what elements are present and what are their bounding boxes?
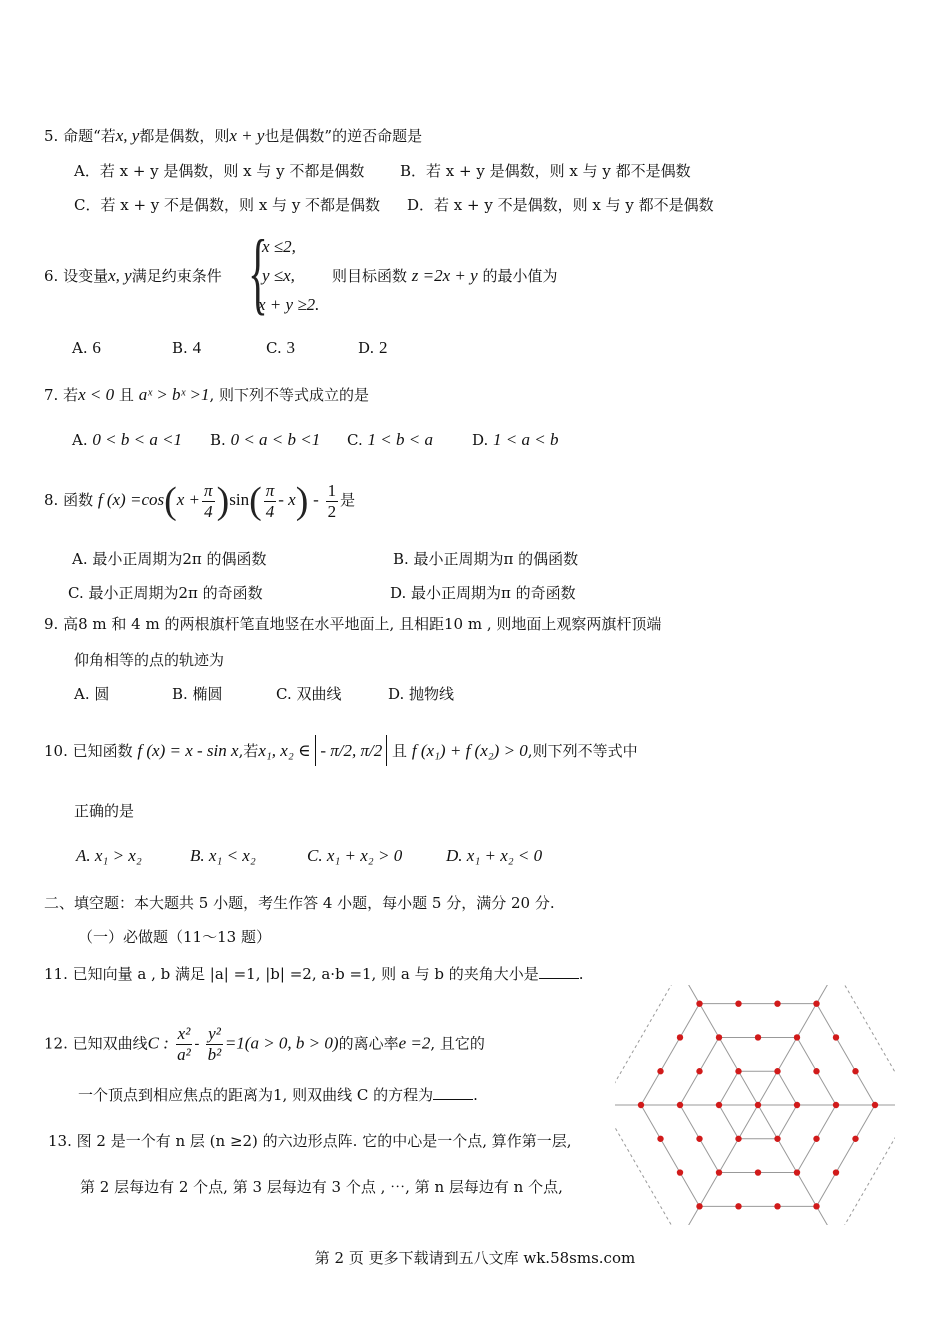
lattice-dot — [872, 1102, 878, 1108]
q6-constraint-1: x ≤2, — [262, 237, 296, 256]
outer-hexagon-edge — [836, 985, 895, 1105]
lattice-dot — [696, 1068, 702, 1074]
lattice-dot — [852, 1136, 858, 1142]
q9-stem-line1: 9. 高8 m 和 4 m 的两根旗杆笔直地竖在水平地面上, 且相距10 m , 则地面上观察两旗杆顶端 — [44, 615, 662, 633]
q10-option-a: A. x₁ > x₂ — [76, 846, 142, 865]
q13-stem-line1: 13. 图 2 是一个有 n 层 (n ≥2) 的六边形点阵. 它的中心是一个点, 算作第一层, — [48, 1132, 572, 1150]
q12-answer-blank — [433, 1085, 473, 1100]
q5-option-a: A．若 x + y 是偶数，则 x 与 y 不都是偶数 — [74, 162, 365, 180]
q9-option-a: A. 圆 — [74, 685, 110, 703]
q6-option-d: D. 2 — [358, 338, 388, 357]
q8-stem: 8. 函数 f (x) =cos(x + $\frac{\pi}{4}$ )sin( $\frac{\pi}{4}$ - x) - $\frac{1}{2}$ 是 — [44, 480, 356, 522]
q6-constraint-2: y ≤x, — [262, 266, 295, 285]
spoke-line — [659, 985, 700, 1004]
lattice-dot — [735, 1000, 741, 1006]
layer-hexagon-edge — [719, 1105, 739, 1139]
lattice-dot — [755, 1034, 761, 1040]
lattice-dot — [677, 1102, 683, 1108]
radial-line — [700, 1105, 759, 1206]
lattice-dot — [774, 1000, 780, 1006]
layer-hexagon-edge — [778, 1105, 798, 1139]
q10-stem-line2: 正确的是 — [74, 802, 135, 820]
outer-hexagon-edge — [836, 1105, 895, 1225]
q6-stem-right: 则目标函数 z =2x + y 的最小值为 — [332, 266, 558, 285]
q6-option-a: A. 6 — [72, 338, 101, 357]
lattice-dot — [794, 1034, 800, 1040]
layer-hexagon-edge — [817, 1105, 876, 1206]
lattice-dot — [833, 1034, 839, 1040]
spoke-line — [659, 1206, 700, 1225]
layer-hexagon-edge — [641, 1105, 700, 1206]
q11-answer-blank — [539, 964, 579, 979]
lattice-dot — [657, 1068, 663, 1074]
lattice-dot — [833, 1169, 839, 1175]
section-title: 二、填空题：本大题共 5 小题，考生作答 4 小题，每小题 5 分，满分 20 分. — [44, 894, 555, 912]
q6-option-b: B. 4 — [172, 338, 202, 357]
lattice-dot — [852, 1068, 858, 1074]
q9-option-b: B. 椭圆 — [172, 685, 223, 703]
lattice-dot — [716, 1102, 722, 1108]
layer-hexagon-edge — [817, 1004, 876, 1105]
q10-option-d: D. x₁ + x₂ < 0 — [446, 846, 543, 865]
lattice-dot — [774, 1068, 780, 1074]
lattice-dot — [813, 1000, 819, 1006]
radial-line — [758, 1105, 817, 1206]
q10-stem: 10. 已知函数 f (x) = x - sin x,若x₁, x₂ ∈ - π/2, π/2 且 f (x₁) + f (x₂) > 0,则下列不等式中 — [44, 740, 638, 762]
layer-hexagon-edge — [641, 1004, 700, 1105]
lattice-dot — [833, 1102, 839, 1108]
q11-stem: 11. 已知向量 a , b 满足 |a| =1, |b| =2, a·b =1, 则 a 与 b 的夹角大小是 . — [44, 965, 584, 983]
outer-hexagon-edge — [615, 985, 680, 1105]
outer-hexagon-edge — [615, 1105, 680, 1225]
q5-option-c: C．若 x + y 不是偶数，则 x 与 y 不都是偶数 — [74, 196, 381, 214]
q5-stem: 5. 命题“若x, y都是偶数，则x + y也是偶数”的逆否命题是 — [44, 126, 423, 145]
q5-option-d: D．若 x + y 不是偶数，则 x 与 y 都不是偶数 — [407, 196, 714, 214]
q9-option-c: C. 双曲线 — [276, 685, 342, 703]
lattice-dot — [774, 1203, 780, 1209]
q13-stem-line2: 第 2 层每边有 2 个点, 第 3 层每边有 3 个点 , ⋯, 第 n 层每边有 n 个点, — [80, 1178, 563, 1196]
q9-stem-line2: 仰角相等的点的轨迹为 — [74, 651, 225, 669]
radial-line — [758, 1004, 817, 1105]
q8-option-b: B. 最小正周期为π 的偶函数 — [393, 550, 579, 568]
spoke-line — [817, 985, 858, 1004]
lattice-dot — [735, 1203, 741, 1209]
q7-stem: 7. 若x < 0 且 aˣ > bˣ >1, 则下列不等式成立的是 — [44, 385, 370, 404]
q6-stem-left: 6. 设变量x, y满足约束条件 — [44, 266, 222, 285]
lattice-dot — [735, 1136, 741, 1142]
q7-option-a: A. 0 < b < a <1 — [72, 430, 183, 449]
q12-stem-line2: 一个顶点到相应焦点的距离为1, 则双曲线 C 的方程为 . — [78, 1086, 478, 1104]
lattice-dot — [677, 1034, 683, 1040]
q12-stem: 12. 已知双曲线C : $\frac{\text{x²}}{\text{a²}}$ - $\frac{\text{y²}}{\text{b²}}$ =1(a > 0, b > 0)的离心率e =2, 且它的 — [44, 1024, 485, 1064]
page-footer: 第 2 页 更多下载请到五八文库 wk.58sms.com — [314, 1249, 636, 1267]
lattice-dot — [755, 1102, 761, 1108]
lattice-dot — [813, 1068, 819, 1074]
lattice-dot — [755, 1169, 761, 1175]
layer-hexagon-edge — [778, 1071, 798, 1105]
q6-constraint-3: x + y ≥2. — [258, 295, 320, 314]
lattice-dot — [657, 1136, 663, 1142]
q10-option-b: B. x₁ < x₂ — [190, 846, 256, 865]
q10-interval: - π/2, π/2 — [315, 735, 387, 766]
q8-option-c: C. 最小正周期为2π 的奇函数 — [68, 584, 263, 602]
layer-hexagon-edge — [719, 1071, 739, 1105]
lattice-dot — [735, 1068, 741, 1074]
q9-option-d: D. 抛物线 — [388, 685, 455, 703]
lattice-dot — [677, 1169, 683, 1175]
q8-option-d: D. 最小正周期为π 的奇函数 — [390, 584, 576, 602]
q5-option-b: B．若 x + y 是偶数，则 x 与 y 都不是偶数 — [400, 162, 691, 180]
q10-option-c: C. x₁ + x₂ > 0 — [307, 846, 403, 865]
q7-option-c: C. 1 < b < a — [347, 430, 433, 449]
lattice-dot — [696, 1203, 702, 1209]
q6-option-c: C. 3 — [266, 338, 295, 357]
lattice-dot — [813, 1136, 819, 1142]
lattice-dot — [716, 1169, 722, 1175]
lattice-dot — [774, 1136, 780, 1142]
lattice-dot — [638, 1102, 644, 1108]
q8-option-a: A. 最小正周期为2π 的偶函数 — [72, 550, 267, 568]
spoke-line — [817, 1206, 858, 1225]
lattice-dot — [794, 1102, 800, 1108]
q6-brace: { — [248, 221, 268, 323]
radial-line — [700, 1004, 759, 1105]
section-subtitle: （一）必做题（11～13 题） — [78, 928, 271, 946]
q7-option-b: B. 0 < a < b <1 — [210, 430, 321, 449]
lattice-dot — [696, 1000, 702, 1006]
lattice-dot — [813, 1203, 819, 1209]
hexagon-lattice-figure — [615, 985, 895, 1225]
q7-option-d: D. 1 < a < b — [472, 430, 559, 449]
lattice-dot — [794, 1169, 800, 1175]
lattice-dot — [696, 1136, 702, 1142]
lattice-dot — [716, 1034, 722, 1040]
